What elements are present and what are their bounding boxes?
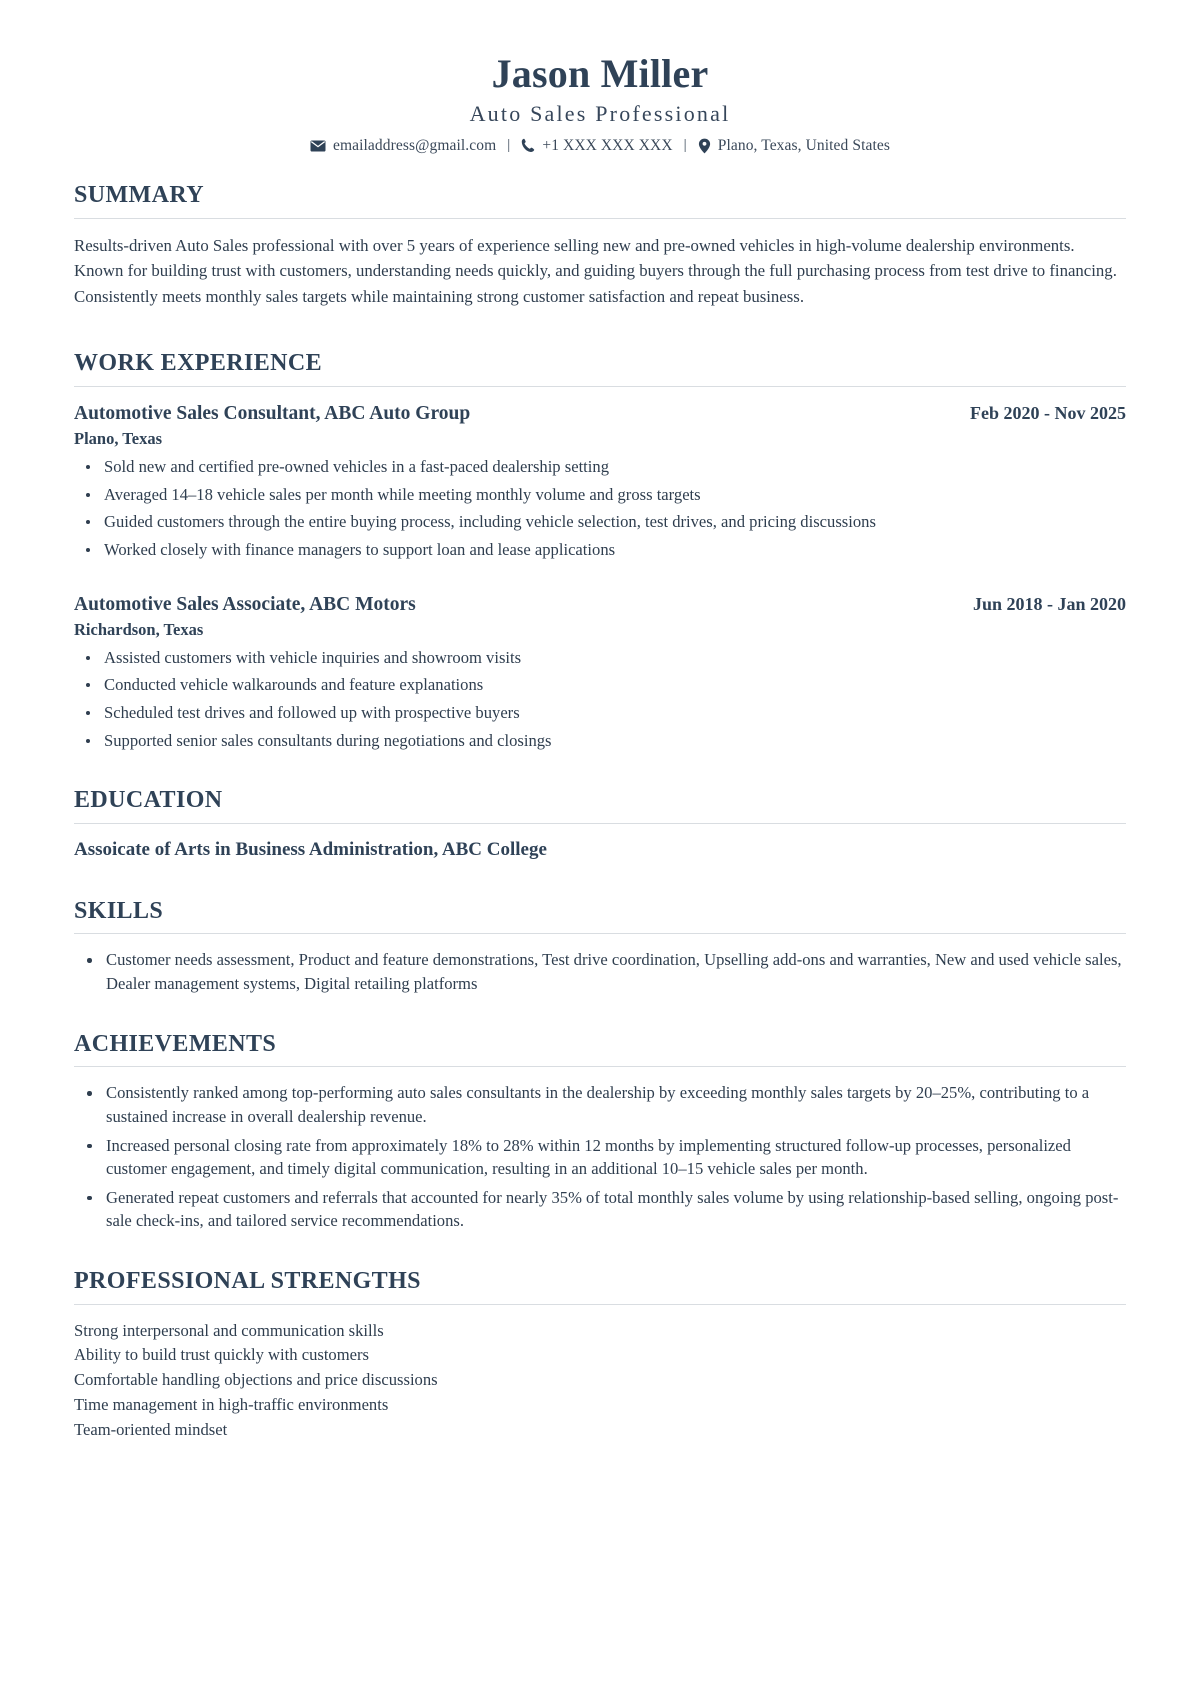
job-entry [74, 592, 1126, 753]
section-professional-strengths [74, 1267, 1126, 1443]
job-dates: Feb 2020 - Nov 2025 [970, 402, 1126, 423]
section-divider [74, 1304, 1126, 1305]
contact-separator-2: | [683, 137, 687, 154]
job-bullet: Supported senior sales consultants during negotiations and closings [74, 729, 1126, 753]
strength-line: Comfortable handling objections and price discussions [74, 1370, 438, 1390]
strength-line: Time management in high-traffic environments [74, 1395, 389, 1415]
education-entry: Assoicate of Arts in Business Administration, ABC College [74, 838, 547, 860]
achievement-item: Generated repeat customers and referrals that accounted for nearly 35% of total monthly sales volume by using relationship-based selling, ongoing post-sale check-ins, and tailored service recommendations. [74, 1186, 1126, 1233]
job-location: Plano, Texas [74, 429, 163, 449]
section-divider [74, 218, 1126, 219]
job-dates: Jun 2018 - Jan 2020 [972, 593, 1126, 614]
job-bullet-list [74, 646, 1126, 752]
section-skills [74, 897, 1126, 996]
contact-email-value: emailaddress@gmail.com [333, 136, 497, 154]
section-title-education: EDUCATION [74, 787, 223, 814]
contact-phone[interactable] [521, 137, 672, 155]
job-bullet: Sold new and certified pre-owned vehicles in a fast-paced dealership setting [74, 455, 1126, 479]
job-bullet: Worked closely with finance managers to support loan and lease applications [74, 538, 1126, 562]
candidate-job-title: Auto Sales Professional [469, 100, 731, 126]
achievement-item: Consistently ranked among top-performing auto sales consultants in the dealership by exceeding monthly sales targets by 20–25%, contributing to a sustained increase in overall dealership revenue. [74, 1081, 1126, 1128]
envelope-icon [310, 140, 326, 152]
section-summary [74, 181, 1126, 309]
contact-phone-value: +1 XXX XXX XXX [542, 136, 673, 154]
strength-line: Strong interpersonal and communication skills [74, 1320, 384, 1340]
contact-email[interactable] [310, 137, 496, 155]
job-role: Automotive Sales Consultant, ABC Auto Group [74, 402, 471, 424]
job-bullet: Scheduled test drives and followed up with prospective buyers [74, 701, 1126, 725]
section-divider [74, 933, 1126, 934]
candidate-name: Jason Miller [491, 51, 709, 96]
section-divider [74, 386, 1126, 387]
strength-line: Ability to build trust quickly with customers [74, 1345, 369, 1365]
strength-line: Team-oriented mindset [74, 1420, 228, 1440]
job-header [74, 401, 1126, 426]
summary-text: Results-driven Auto Sales professional with over 5 years of experience selling new and pre-owned vehicles in high-volume dealership environments. Known for building trust with customers, understanding needs quickly, and guiding buyers through the full purchasing process from test drive to financing. Consistently meets monthly sales targets while maintaining strong customer satisfaction and repeat business. [74, 235, 1117, 306]
section-title-professional-strengths: PROFESSIONAL STRENGTHS [74, 1267, 421, 1294]
job-location: Richardson, Texas [74, 619, 204, 639]
section-divider [74, 823, 1126, 824]
job-entry [74, 401, 1126, 562]
section-title-summary: SUMMARY [74, 181, 204, 208]
achievements-list [74, 1081, 1126, 1232]
section-title-skills: SKILLS [74, 897, 164, 924]
phone-icon [521, 138, 535, 153]
section-achievements [74, 1030, 1126, 1233]
section-work-experience [74, 349, 1126, 752]
contact-line [74, 137, 1126, 155]
skills-item: Customer needs assessment, Product and feature demonstrations, Test drive coordination, Upselling add-ons and warranties, New and used vehicle sales, Dealer management systems, Digital retailing platforms [74, 948, 1126, 995]
section-divider [74, 1066, 1126, 1067]
resume-header [74, 52, 1126, 155]
job-bullet: Assisted customers with vehicle inquiries and showroom visits [74, 646, 1126, 670]
contact-location-value: Plano, Texas, United States [717, 136, 890, 154]
contact-separator-1: | [507, 137, 511, 154]
section-title-work-experience: WORK EXPERIENCE [74, 350, 323, 377]
job-bullet: Conducted vehicle walkarounds and feature explanations [74, 673, 1126, 697]
job-bullet: Averaged 14–18 vehicle sales per month while meeting monthly volume and gross targets [74, 483, 1126, 507]
achievement-item: Increased personal closing rate from approximately 18% to 28% within 12 months by implementing structured follow-up processes, personalized customer engagement, and timely digital communication, resulting in an additional 10–15 vehicle sales per month. [74, 1134, 1126, 1181]
job-bullet-list [74, 455, 1126, 561]
skills-list [74, 948, 1126, 995]
contact-location[interactable] [698, 137, 890, 155]
section-title-achievements: ACHIEVEMENTS [74, 1030, 277, 1057]
job-bullet: Guided customers through the entire buying process, including vehicle selection, test drives, and pricing discussions [74, 510, 1126, 534]
location-pin-icon [698, 138, 711, 154]
section-education [74, 786, 1126, 862]
job-header [74, 592, 1126, 617]
job-role: Automotive Sales Associate, ABC Motors [74, 593, 416, 615]
